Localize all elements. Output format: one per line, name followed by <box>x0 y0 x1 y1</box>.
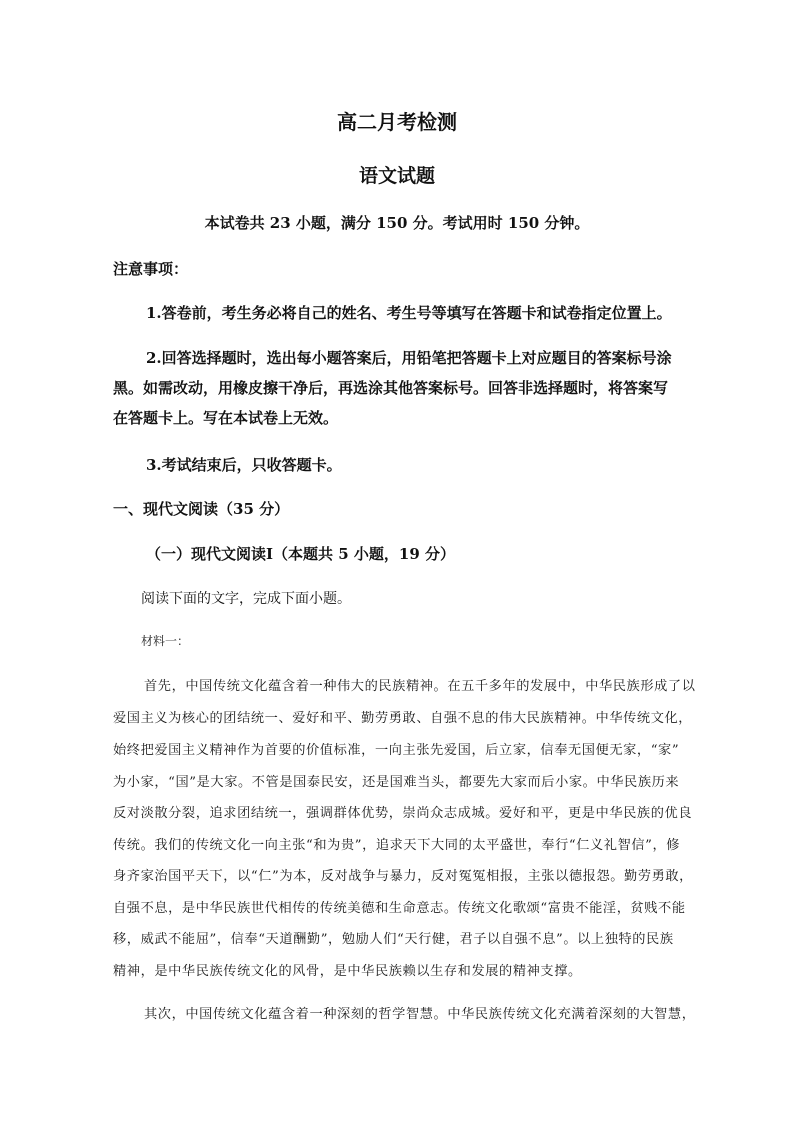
notice-item-1: 1.答卷前，考生务必将自己的姓名、考生号等填写在答题卡和试卷指定位置上。 <box>146 304 672 322</box>
passage-line: 首先，中国传统文化蕴含着一种伟大的民族精神。在五千多年的发展中，中华民族形成了以 <box>144 679 696 694</box>
notice-item-2-line: 2.回答选择题时，选出每小题答案后，用铅笔把答题卡上对应题目的答案标号涂 <box>146 349 672 367</box>
passage-line: 爱国主义为核心的团结统一、爱好和平、勤劳勇敢、自强不息的伟大民族精神。中华传统文化， <box>113 711 693 726</box>
subject-title: 语文试题 <box>358 165 435 187</box>
passage-line: 身齐家治国平天下，以“仁”为本，反对战争与暴力，反对冤冤相报，主张以德报怨。勤劳勇敢， <box>113 869 693 884</box>
passage-line: 其次，中国传统文化蕴含着一种深刻的哲学智慧。中华民族传统文化充满着深刻的大智慧， <box>144 1007 696 1022</box>
passage-line: 自强不息，是中华民族世代相传的传统美德和生命意志。传统文化歌颂“富贵不能淫，贫贱不能 <box>113 901 686 916</box>
passage-line: 为小家，“国”是大家。不管是国泰民安，还是国难当头，都要先大家而后小家。中华民族历来 <box>113 775 680 790</box>
exam-title: 高二月考检测 <box>337 110 457 134</box>
passage-line: 传统。我们的传统文化一向主张“和为贵”，追求天下大同的太平盛世，奉行“仁义礼智信”，修 <box>113 838 681 853</box>
passage-line: 始终把爱国主义精神作为首要的价值标准，一向主张先爱国，后立家，信奉无国便无家，“家” <box>113 743 680 758</box>
passage-line: 精神，是中华民族传统文化的风骨，是中华民族赖以生存和发展的精神支撑。 <box>113 964 582 979</box>
reading-instruction: 阅读下面的文字，完成下面小题。 <box>141 591 351 607</box>
passage-line: 反对淡散分裂，追求团结统一，强调群体优势，崇尚众志成城。爱好和平，更是中华民族的优良 <box>113 806 693 821</box>
material-label: 材料一： <box>141 634 190 648</box>
section-heading: 一、现代文阅读（35 分） <box>113 500 290 518</box>
notice-item-2-line: 在答题卡上。写在本试卷上无效。 <box>113 409 339 427</box>
passage-line: 移，威武不能屈”，信奉“天道酬勤”，勉励人们“天行健，君子以自强不息”。以上独特的民族 <box>113 932 674 947</box>
notice-heading: 注意事项： <box>113 260 189 278</box>
section-subheading: （一）现代文阅读Ⅰ（本题共 5 小题，19 分） <box>146 545 455 563</box>
notice-item-3: 3.考试结束后，只收答题卡。 <box>146 456 342 474</box>
exam-summary: 本试卷共 23 小题，满分 150 分。考试用时 150 分钟。 <box>204 214 590 232</box>
notice-item-2-line: 黑。如需改动，用橡皮擦干净后，再选涂其他答案标号。回答非选择题时，将答案写 <box>113 379 669 397</box>
